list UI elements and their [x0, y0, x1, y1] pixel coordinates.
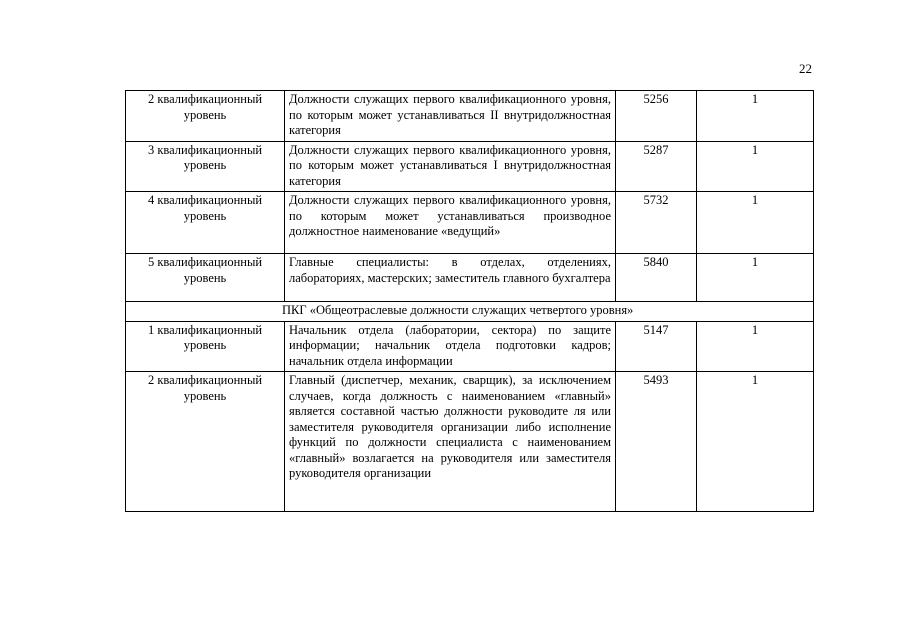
table-row [126, 321, 814, 372]
salary-value-cell: 5287 [616, 141, 697, 192]
position-description-cell: Должности служащих первого квалификационного уровня, по которым может устанавливаться производное должностное наименование «ведущий» [285, 192, 616, 254]
table-row [126, 141, 814, 192]
salary-value-cell: 5840 [616, 254, 697, 302]
table-row [126, 91, 814, 142]
salary-value-cell: 5147 [616, 321, 697, 372]
qualification-level-cell: 3 квалификационный уровень [126, 141, 285, 192]
section-header-cell: ПКГ «Общеотраслевые должности служащих четвертого уровня» [126, 302, 814, 322]
position-description-cell: Главные специалисты: в отделах, отделениях, лабораториях, мастерских; заместитель главного бухгалтера [285, 254, 616, 302]
salary-value-cell: 5256 [616, 91, 697, 142]
position-description-cell: Должности служащих первого квалификационного уровня, по которым может устанавливаться II внутридолжностная категория [285, 91, 616, 142]
salary-table-body [126, 91, 814, 512]
position-description-cell: Главный (диспетчер, механик, сварщик), за исключением случаев, когда должность с наименованием «главный» является составной частью должности руководите ля или заместителя руководителя организации либо исполнение функций по должности специалиста с наименованием «главный» возлагается на руководителя или заместителя руководителя организации [285, 372, 616, 512]
salary-value-cell: 5732 [616, 192, 697, 254]
salary-value-cell: 5493 [616, 372, 697, 512]
qualification-level-cell: 5 квалификационный уровень [126, 254, 285, 302]
page-number: 22 [799, 61, 812, 76]
section-header-row [126, 302, 814, 322]
coefficient-cell: 1 [697, 372, 814, 512]
table-row [126, 192, 814, 254]
qualification-level-cell: 2 квалификационный уровень [126, 91, 285, 142]
table-row [126, 254, 814, 302]
qualification-level-cell: 2 квалификационный уровень [126, 372, 285, 512]
qualification-level-cell: 1 квалификационный уровень [126, 321, 285, 372]
coefficient-cell: 1 [697, 192, 814, 254]
coefficient-cell: 1 [697, 91, 814, 142]
coefficient-cell: 1 [697, 254, 814, 302]
qualification-level-cell: 4 квалификационный уровень [126, 192, 285, 254]
position-description-cell: Начальник отдела (лаборатории, сектора) по защите информации; начальник отдела подготовки кадров; начальник отдела информации [285, 321, 616, 372]
salary-table [125, 90, 814, 512]
table-row [126, 372, 814, 512]
coefficient-cell: 1 [697, 141, 814, 192]
position-description-cell: Должности служащих первого квалификационного уровня, по которым может устанавливаться I внутридолжностная категория [285, 141, 616, 192]
coefficient-cell: 1 [697, 321, 814, 372]
